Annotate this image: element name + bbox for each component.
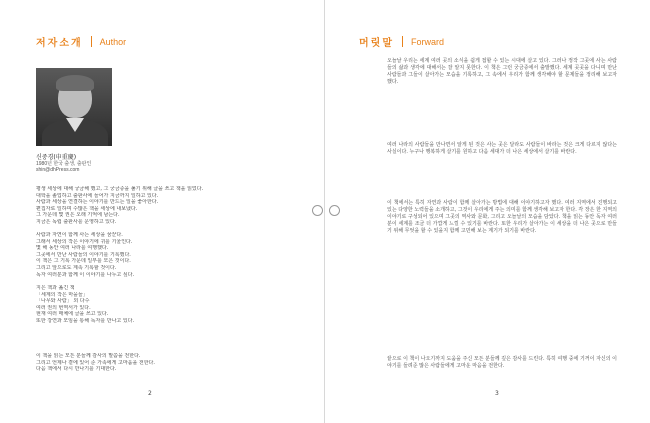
forward-heading-ko: 머릿말 bbox=[359, 38, 394, 49]
bio-line: 독자 여러분과 함께 이 이야기를 나누고 싶다. bbox=[36, 271, 135, 278]
right-page bbox=[325, 0, 650, 423]
forward-paragraph-4: 끝으로 이 책이 나오기까지 도움을 주신 모든 분들께 깊은 감사를 드린다. 특히 여행 중에 기꺼이 자신의 이야기를 들려준 많은 사람들에게 고마운 마음을 전한다. bbox=[387, 356, 617, 369]
bio-line: 평생 세상에 대해 궁금해 했고, 그 궁금증을 풀기 위해 글을 쓰고 책을 읽었다. bbox=[36, 186, 204, 192]
bio-block-2 bbox=[36, 232, 296, 278]
author-photo bbox=[36, 68, 112, 146]
bio-block-4 bbox=[36, 353, 296, 373]
bio-line: 편집자로 일하며 수많은 책을 세상에 내보냈다. bbox=[36, 205, 138, 212]
page-number-right: 3 bbox=[495, 390, 499, 397]
left-page bbox=[0, 0, 324, 423]
page-number-left: 2 bbox=[148, 390, 152, 397]
author-heading bbox=[36, 34, 126, 49]
forward-heading-en: Forward bbox=[410, 36, 444, 47]
bio-line: 지금은 독립 출판사를 운영하고 있다. bbox=[36, 218, 117, 225]
bio-line: 몇 해 동안 여러 나라를 여행했다. bbox=[36, 245, 109, 252]
bio-line: 사람과 세상을 연결하는 이야기를 만드는 일을 좋아한다. bbox=[36, 199, 159, 206]
author-name: 신중경(申重慶) bbox=[36, 154, 77, 161]
author-heading-en: Author bbox=[99, 36, 127, 47]
bio-line: 또한 강연과 모임을 통해 독자를 만나고 있다. bbox=[36, 317, 135, 324]
bio-line: 사람과 자연이 함께 사는 세상을 꿈꾼다. bbox=[36, 232, 123, 238]
bio-block-3 bbox=[36, 285, 296, 325]
bio-line: 다음 책에서 다시 만나기를 기대한다. bbox=[36, 366, 117, 373]
forward-paragraph-1: 오늘날 우리는 세계 여러 곳의 소식을 쉽게 접할 수 있는 시대에 살고 있다. 그러나 정작 그곳에 사는 사람들의 삶과 생각에 대해서는 잘 알지 못한다. 이 책은 그런 궁금증에서 출발했다. 세계 곳곳을 다니며 만난 사람들과 그들이 살아가는 모습을 기록하고, 그 속에서 우리가 함께 생각해야 할 문제들을 정리해 보고자 했다. bbox=[387, 58, 617, 85]
bio-line: 그 가운데 몇 권은 오래 기억에 남는다. bbox=[36, 212, 120, 219]
bio-line: 이 책을 읽는 모든 분들께 감사의 말씀을 전한다. bbox=[36, 353, 141, 359]
bio-block-1 bbox=[36, 186, 296, 226]
bio-subtitle: 지은 책과 옮긴 책 bbox=[36, 285, 75, 291]
bio-line: 이 책은 그 기록 가운데 일부를 모은 것이다. bbox=[36, 258, 131, 265]
forward-paragraph-3: 이 책에서는 특히 자연과 사람이 함께 살아가는 방법에 대해 이야기하고자 했다. 여러 지역에서 진행되고 있는 다양한 노력들을 소개하고, 그것이 우리에게 주는 의미를 함께 생각해 보고자 한다. 각 장은 한 지역의 이야기로 구성되어 있으며 그곳의 역사와 문화, 그리고 오늘날의 모습을 담았다. 책을 읽는 동안 독자 여러분이 세계를 조금 더 가깝게 느낄 수 있기를 바란다. 또한 우리가 살아가는 이 세상을 더 나은 곳으로 만들기 위해 무엇을 할 수 있을지 함께 고민해 보는 계기가 되기를 바란다. bbox=[387, 200, 617, 234]
forward-heading bbox=[359, 34, 444, 49]
forward-paragraph-2: 여러 나라의 사람들을 만나면서 알게 된 것은 사는 곳은 달라도 사람들이 바라는 것은 크게 다르지 않다는 사실이다. 누구나 행복하게 살기를 원하고 다음 세대가 더 나은 세상에서 살기를 바란다. bbox=[387, 142, 617, 155]
heading-divider bbox=[91, 36, 92, 47]
bio-line: 대학을 졸업하고 출판사에 들어가 지금까지 일하고 있다. bbox=[36, 192, 159, 199]
bio-line: 현재 여러 매체에 글을 쓰고 있다. bbox=[36, 311, 109, 318]
bio-line: 「세계의 작은 마을들」 bbox=[36, 291, 88, 298]
author-email: shin@dhPress.com bbox=[36, 167, 80, 173]
bio-line: 그곳에서 만난 사람들의 이야기를 기록했다. bbox=[36, 251, 131, 258]
author-heading-ko: 저자소개 bbox=[36, 38, 83, 49]
bio-line: 「나무와 사람」 외 다수 bbox=[36, 298, 90, 305]
bio-line: 그리고 앞으로도 계속 기록할 것이다. bbox=[36, 264, 117, 271]
binding-ring-left bbox=[312, 205, 323, 216]
author-role: 1980년 한국 출생, 출판인 bbox=[36, 161, 92, 167]
bio-line: 여러 권의 번역서가 있다. bbox=[36, 304, 91, 311]
bio-line: 그래서 세상의 작은 이야기에 귀를 기울인다. bbox=[36, 238, 133, 245]
bio-line: 그리고 언제나 곁에 있어 준 가족에게 고마움을 전한다. bbox=[36, 359, 155, 366]
heading-divider bbox=[402, 36, 403, 47]
